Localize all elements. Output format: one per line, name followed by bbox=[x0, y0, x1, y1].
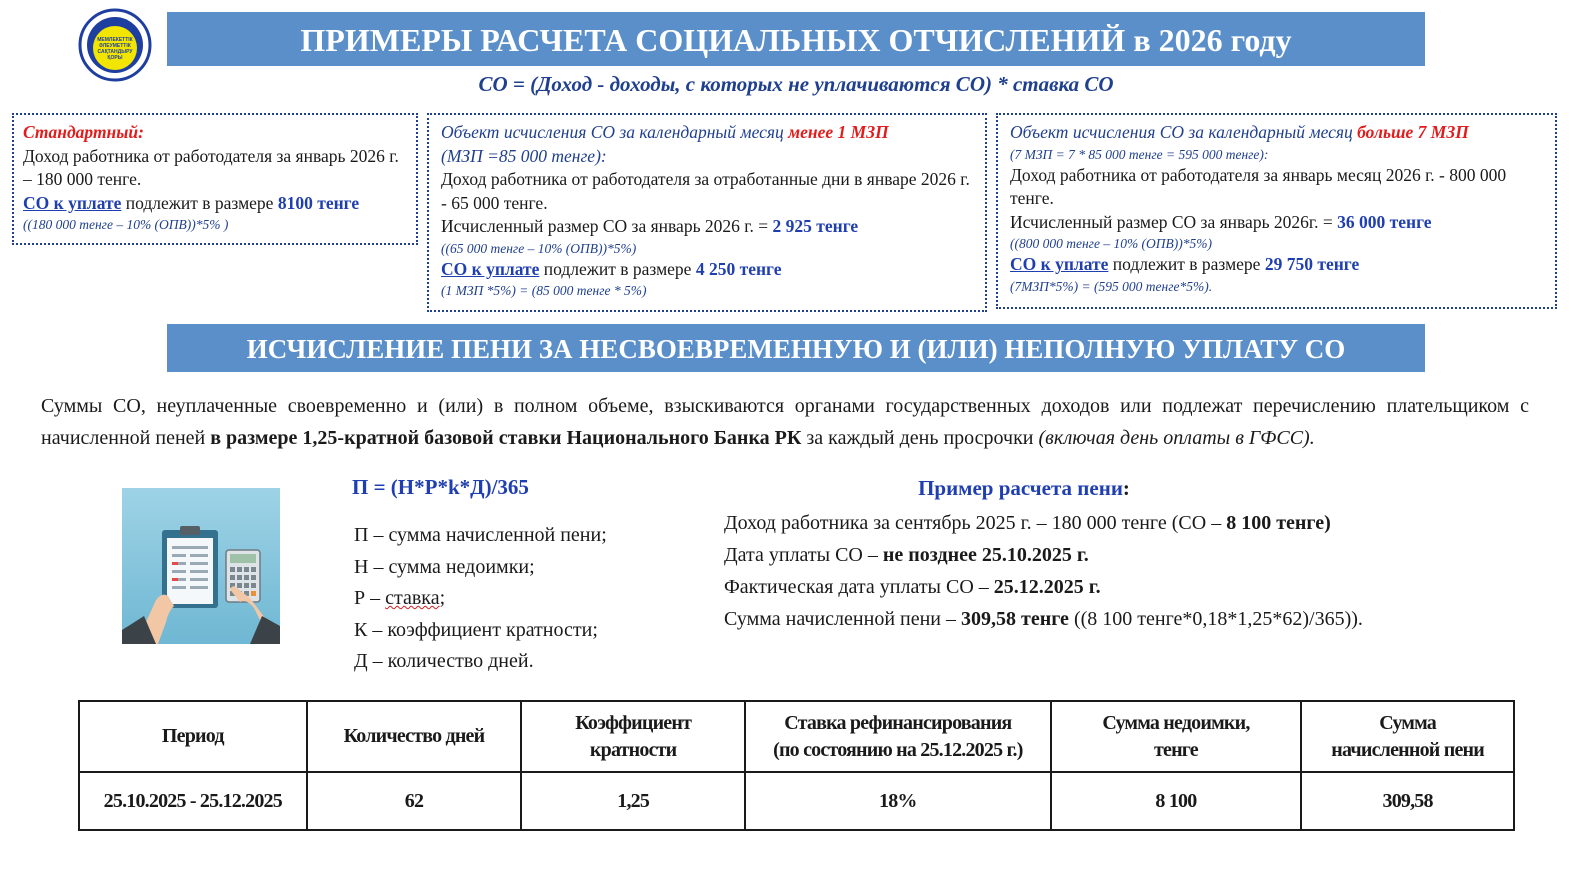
penalty-banner: ИСЧИСЛЕНИЕ ПЕНИ ЗА НЕСВОЕВРЕМЕННУЮ И (ИЛИ) НЕПОЛНУЮ УПЛАТУ СО bbox=[167, 324, 1425, 372]
header-days-text: Количество дней bbox=[343, 725, 485, 747]
more-pay-text: подлежит в размере bbox=[1108, 254, 1265, 274]
standard-pay-label: СО к уплате bbox=[23, 192, 122, 213]
more-calc-line bbox=[1010, 211, 1546, 235]
calculator-illustration bbox=[122, 488, 280, 644]
less-calc-amount: 2 925 тенге bbox=[772, 216, 859, 236]
cell-coefficient: 1,25 bbox=[521, 772, 745, 830]
header-days bbox=[307, 701, 522, 772]
standard-income: Доход работника от работодателя за январь 2026 г. – 180 000 тенге. bbox=[23, 145, 399, 189]
header-arrears-line1: Сумма недоимки, bbox=[1102, 711, 1250, 734]
header-period-text: Период bbox=[161, 725, 224, 747]
cell-arrears: 8 100 bbox=[1051, 772, 1302, 830]
header-coefficient bbox=[521, 701, 745, 772]
penalty-formula: П = (Н*Р*k*Д)/365 bbox=[352, 475, 529, 499]
standard-title: Стандартный: bbox=[23, 122, 144, 142]
penalty-table bbox=[78, 700, 1515, 831]
header-penalty-line2: начисленной пени bbox=[1331, 738, 1484, 761]
legend-p: П – сумма начисленной пени; bbox=[354, 524, 607, 546]
penalty-example-title bbox=[724, 476, 1324, 501]
legend-r-prefix: Р – bbox=[354, 587, 386, 609]
table-row bbox=[79, 772, 1514, 830]
logo-text-1: МЕМЛЕКЕТТІК bbox=[97, 37, 133, 43]
legend-r bbox=[354, 583, 607, 615]
header-rate bbox=[745, 701, 1051, 772]
less-title-red: менее 1 МЗП bbox=[788, 122, 889, 142]
more-pay-amount: 29 750 тенге bbox=[1264, 254, 1360, 274]
penalty-paragraph bbox=[41, 390, 1529, 454]
less-pay-amount: 4 250 тенге bbox=[695, 258, 782, 279]
more-calc-detail: ((800 000 тенге – 10% (ОПВ))*5%) bbox=[1010, 236, 1213, 251]
more-calc-amount: 36 000 тенге bbox=[1337, 211, 1432, 232]
less-calc-detail: ((65 000 тенге – 10% (ОПВ))*5%) bbox=[441, 240, 637, 256]
more-subtitle: (7 МЗП = 7 * 85 000 тенге = 595 000 тенге): bbox=[1010, 146, 1269, 162]
header-arrears bbox=[1051, 701, 1302, 772]
cell-days: 62 bbox=[307, 772, 522, 830]
logo-text-2: ӘЛЕУМЕТТІК bbox=[99, 43, 131, 49]
standard-pay-line bbox=[23, 192, 407, 216]
less-pay-label: СО к уплате bbox=[441, 258, 540, 279]
header-period bbox=[79, 701, 307, 772]
legend-n: Н – сумма недоимки; bbox=[354, 555, 535, 578]
cell-penalty: 309,58 bbox=[1301, 772, 1514, 830]
example-more-mzp bbox=[996, 113, 1557, 309]
more-pay-line bbox=[1010, 253, 1546, 277]
example-income-bold: 8 100 тенге) bbox=[1226, 512, 1331, 534]
example-actual-bold: 25.12.2025 г. bbox=[993, 576, 1101, 598]
example-sum-text: Сумма начисленной пени – bbox=[724, 608, 962, 630]
para-italic: (включая день оплаты в ГФСС). bbox=[1038, 427, 1315, 449]
header-coef-line1: Коэффициент bbox=[575, 711, 692, 734]
example-due-text: Дата уплаты СО – bbox=[724, 544, 883, 566]
example-penalty-sum bbox=[724, 603, 1363, 635]
more-title-prefix: Объект исчисления СО за календарный месяц bbox=[1010, 122, 1358, 142]
para-mid: за каждый день просрочки bbox=[801, 427, 1039, 449]
penalty-example bbox=[724, 507, 1363, 635]
less-title-prefix: Объект исчисления СО за календарный месяц bbox=[441, 122, 789, 142]
more-pay-detail: (7МЗП*5%) = (595 000 тенге*5%). bbox=[1010, 278, 1213, 294]
page-title: ПРИМЕРЫ РАСЧЕТА СОЦИАЛЬНЫХ ОТЧИСЛЕНИЙ в 2026 году bbox=[167, 12, 1425, 66]
example-sum-bold: 309,58 тенге bbox=[961, 608, 1069, 630]
logo-text-4: ҚОРЫ bbox=[107, 55, 123, 61]
example-less-mzp bbox=[427, 113, 987, 312]
para-start: Суммы СО, неуплаченные своевременно и (или) в полном объеме, взыскиваются органами государственных доходов или подлежат перечислению плательщиком с начисленной пеней bbox=[41, 395, 1529, 449]
example-sum-tail: ((8 100 тенге*0,18*1,25*62)/365)). bbox=[1068, 608, 1363, 630]
example-due-date bbox=[724, 539, 1363, 571]
example-standard bbox=[12, 113, 418, 245]
header-penalty bbox=[1301, 701, 1514, 772]
more-title-red: больше 7 МЗП bbox=[1357, 122, 1469, 142]
header-penalty-line1: Сумма bbox=[1379, 711, 1436, 734]
example-actual-text: Фактическая дата уплаты СО – bbox=[724, 576, 994, 598]
less-calc-label: Исчисленный размер СО за январь 2026 г. = bbox=[441, 216, 773, 236]
legend-k: К – коэффициент кратности; bbox=[354, 618, 598, 641]
example-title-text: Пример расчета пени bbox=[918, 476, 1123, 500]
header-rate-line1: Ставка рефинансирования bbox=[784, 711, 1012, 734]
example-income-text: Доход работника за сентябрь 2025 г. – 180 000 тенге (СО – bbox=[724, 512, 1227, 534]
standard-calc: ((180 000 тенге – 10% (ОПВ))*5% ) bbox=[23, 217, 229, 232]
header-coef-line2: кратности bbox=[589, 738, 677, 761]
legend-r-word: ставка bbox=[385, 587, 440, 609]
less-calc-line bbox=[441, 215, 976, 239]
less-subtitle: (МЗП =85 000 тенге): bbox=[441, 145, 607, 166]
cell-period: 25.10.2025 - 25.12.2025 bbox=[79, 772, 307, 830]
standard-pay-text: подлежит в размере bbox=[121, 192, 278, 213]
header-rate-line2: (по состоянию на 25.12.2025 г.) bbox=[773, 738, 1023, 761]
example-title-colon: : bbox=[1122, 476, 1130, 500]
legend-d: Д – количество дней. bbox=[354, 650, 534, 672]
standard-pay-amount: 8100 тенге bbox=[277, 192, 360, 213]
formula-legend bbox=[354, 520, 607, 678]
fund-logo bbox=[78, 8, 152, 82]
legend-r-suffix: ; bbox=[439, 587, 446, 609]
para-bold: в размере 1,25-кратной базовой ставки Национального Банка РК bbox=[210, 427, 802, 449]
less-pay-detail: (1 МЗП *5%) = (85 000 тенге * 5%) bbox=[441, 283, 647, 298]
main-formula: СО = (Доход - доходы, с которых не уплачиваются СО) * ставка СО bbox=[478, 72, 1114, 96]
more-income: Доход работника от работодателя за январь месяц 2026 г. - 800 000 тенге. bbox=[1010, 164, 1507, 208]
less-pay-text: подлежит в размере bbox=[539, 258, 696, 279]
example-actual-date bbox=[724, 571, 1363, 603]
less-income: Доход работника от работодателя за отработанные дни в январе 2026 г. - 65 000 тенге. bbox=[441, 169, 970, 213]
table-header-row bbox=[79, 701, 1514, 772]
header-arrears-line2: тенге bbox=[1153, 738, 1198, 761]
cell-rate: 18% bbox=[745, 772, 1051, 830]
example-due-bold: не позднее 25.10.2025 г. bbox=[882, 544, 1089, 566]
more-calc-label: Исчисленный размер СО за январь 2026г. = bbox=[1010, 211, 1338, 232]
example-income bbox=[724, 507, 1363, 539]
more-pay-label: СО к уплате bbox=[1010, 254, 1109, 274]
less-pay-line bbox=[441, 258, 976, 282]
logo-text-3: САҚТАНДЫРУ bbox=[97, 49, 133, 55]
